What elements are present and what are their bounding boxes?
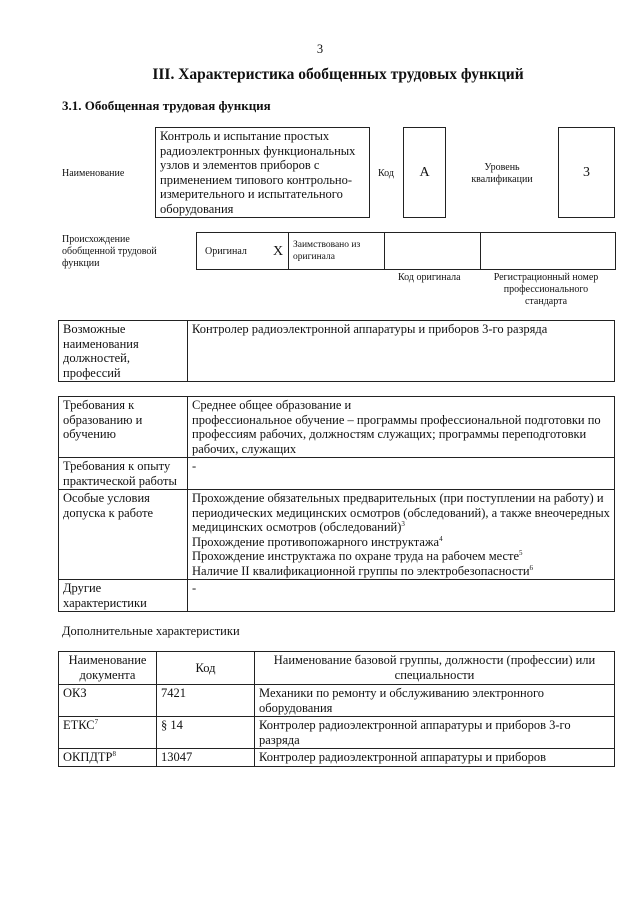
code-cell: § 14 xyxy=(157,717,255,749)
additional-table xyxy=(58,651,615,767)
function-name-box xyxy=(155,127,370,218)
level-label: Уровень квалификации xyxy=(471,162,533,185)
name-cell: Контролер радиоэлектронной аппаратуры и приборов xyxy=(255,749,615,767)
page-number: 3 xyxy=(316,42,324,56)
requirement-line: Прохождение обязательных предварительных (при поступлении на работу) и периодических медицинских осмотров (обследований), а также внеочередных медицинских осмотров (обследований)$^3$ xyxy=(192,491,610,534)
code-label: Код xyxy=(378,168,394,179)
subsection-heading: 3.1. Обобщенная трудовая функция xyxy=(62,98,271,113)
table-row xyxy=(59,685,615,717)
table-row xyxy=(59,717,615,749)
level-box xyxy=(558,127,615,218)
positions-value: Контролер радиоэлектронной аппаратуры и приборов 3-го разряда xyxy=(188,321,615,382)
code-cell: 7421 xyxy=(157,685,255,717)
header-code: Код xyxy=(157,652,255,685)
reg-number-caption: Регистрационный номер профессионального стандарта xyxy=(493,272,599,307)
requirement-line: профессиональное обучение – программы профессиональной подготовки по профессиям рабочих, должностям служащих; программы переподготовки рабочих, служащих xyxy=(192,412,601,456)
header-name: Наименование базовой группы, должности (профессии) или специальности xyxy=(255,652,615,685)
table-row xyxy=(59,458,615,490)
origin-table xyxy=(196,232,616,270)
requirement-label: Особые условия допуска к работе xyxy=(59,490,188,580)
code-value: A xyxy=(419,164,430,180)
table-row xyxy=(59,397,615,458)
level-value: 3 xyxy=(583,164,590,180)
code-cell: 13047 xyxy=(157,749,255,767)
doc-cell: ОКПДТР$^8$ xyxy=(59,749,157,767)
requirement-value xyxy=(188,397,615,458)
requirement-label: Требования к опыту практической работы xyxy=(59,458,188,490)
code-original-caption: Код оригинала xyxy=(398,272,461,283)
positions-label: Возможные наименования должностей, профессий xyxy=(59,321,188,382)
positions-table xyxy=(58,320,615,382)
table-header-row xyxy=(59,652,615,685)
requirement-label: Требования к образованию и обучению xyxy=(59,397,188,458)
name-cell: Механики по ремонту и обслуживанию электронного оборудования xyxy=(255,685,615,717)
name-cell: Контролер радиоэлектронной аппаратуры и приборов 3-го разряда xyxy=(255,717,615,749)
origin-label: Происхождение обобщенной трудовой функции xyxy=(62,234,157,269)
header-document: Наименование документа xyxy=(59,652,157,685)
requirement-value: - xyxy=(188,580,615,612)
function-name-value: Контроль и испытание простых радиоэлектронных функциональных узлов и элементов приборов с применением типового контрольно-измерительного и испытательного оборудования xyxy=(160,129,356,216)
requirement-line: Прохождение инструктажа по охране труда на рабочем месте$^5$ xyxy=(192,548,523,563)
section-heading: III. Характеристика обобщенных трудовых функций xyxy=(152,66,524,83)
requirement-line: Наличие II квалификационной группы по электробезопасности$^6$ xyxy=(192,563,534,578)
table-row xyxy=(59,490,615,580)
requirement-line: Прохождение противопожарного инструктажа$^4$ xyxy=(192,534,443,549)
requirement-line: Среднее общее образование и xyxy=(192,398,352,412)
requirement-value xyxy=(188,490,615,580)
original-mark: X xyxy=(273,244,284,259)
doc-cell: ЕТКС$^7$ xyxy=(59,717,157,749)
additional-title: Дополнительные характеристики xyxy=(62,624,240,638)
doc-cell: ОКЗ xyxy=(59,685,157,717)
name-label: Наименование xyxy=(62,168,125,179)
borrowed-label: Заимствовано из оригинала xyxy=(293,240,361,262)
code-box xyxy=(403,127,446,218)
requirement-label: Другие характеристики xyxy=(59,580,188,612)
requirements-table xyxy=(58,396,615,612)
table-row xyxy=(59,580,615,612)
requirement-value: - xyxy=(188,458,615,490)
original-label: Оригинал xyxy=(205,246,247,257)
table-row xyxy=(59,749,615,767)
